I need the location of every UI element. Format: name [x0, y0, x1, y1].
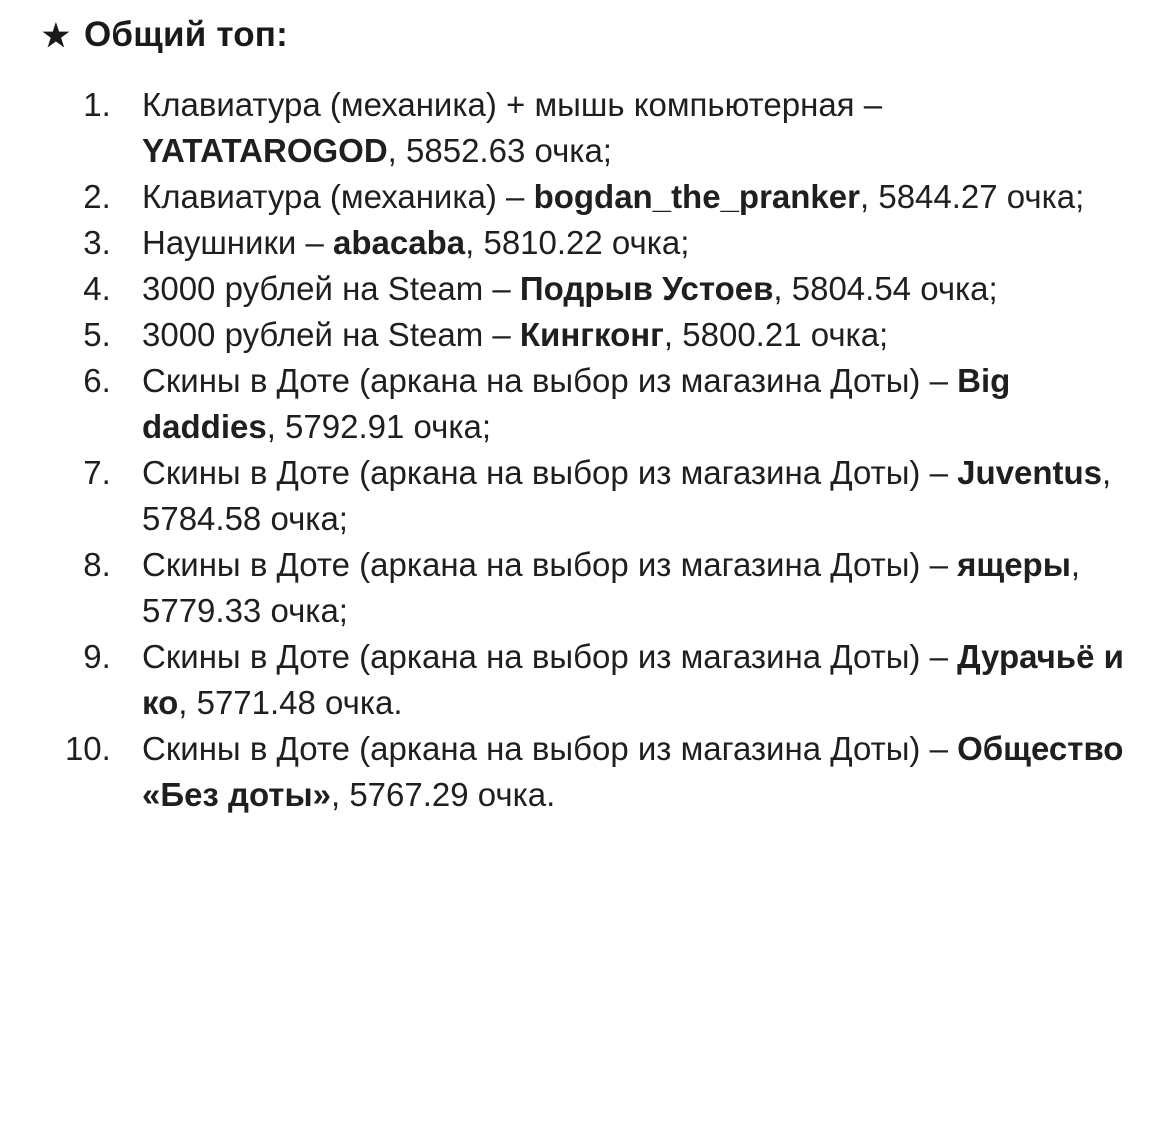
- dash-separator: –: [920, 546, 958, 583]
- list-item: [120, 220, 1142, 266]
- score-value: , 5784.58 очка;: [142, 454, 1112, 537]
- list-item: [120, 450, 1142, 542]
- dash-separator: –: [496, 178, 534, 215]
- winner-name: Big daddies: [142, 362, 1011, 445]
- list-item: [120, 82, 1142, 174]
- winner-name: abacaba: [333, 224, 466, 261]
- score-value: , 5771.48 очка.: [178, 684, 403, 721]
- score-value: , 5779.33 очка;: [142, 546, 1081, 629]
- dash-separator: –: [920, 454, 958, 491]
- winner-name: ящеры: [957, 546, 1071, 583]
- winner-name: Кингконг: [519, 316, 664, 353]
- star-icon: ★: [42, 17, 70, 53]
- winner-name: Дурачьё и ко: [142, 638, 1124, 721]
- list-item: [120, 542, 1142, 634]
- list-item: [120, 634, 1142, 726]
- prize-label: Наушники: [142, 224, 297, 261]
- score-value: , 5792.91 очка;: [266, 408, 491, 445]
- prize-label: Скины в Доте (аркана на выбор из магазина Доты): [142, 546, 921, 583]
- leaderboard-list: [34, 82, 1142, 818]
- dash-separator: –: [483, 270, 520, 307]
- winner-name: bogdan_the_pranker: [533, 178, 860, 215]
- list-item: [120, 726, 1142, 818]
- score-value: , 5767.29 очка.: [330, 776, 556, 813]
- page-title-text: Общий топ:: [84, 15, 288, 54]
- page-title: [42, 14, 1142, 56]
- winner-name: Подрыв Устоев: [519, 270, 774, 307]
- prize-label: Клавиатура (механика) + мышь компьютерная: [142, 86, 855, 123]
- list-item: [120, 312, 1142, 358]
- dash-separator: –: [483, 316, 520, 353]
- prize-label: Скины в Доте (аркана на выбор из магазина Доты): [142, 454, 921, 491]
- prize-label: Скины в Доте (аркана на выбор из магазина Доты): [142, 362, 921, 399]
- list-item: [120, 358, 1142, 450]
- score-value: , 5804.54 очка;: [773, 270, 998, 307]
- prize-label: Скины в Доте (аркана на выбор из магазина Доты): [142, 638, 921, 675]
- prize-label: Скины в Доте (аркана на выбор из магазина Доты): [142, 730, 921, 767]
- score-value: , 5810.22 очка;: [465, 224, 690, 261]
- dash-separator: –: [920, 362, 958, 399]
- prize-label: 3000 рублей на Steam: [142, 316, 484, 353]
- score-value: , 5844.27 очка;: [860, 178, 1085, 215]
- prize-label: Клавиатура (механика): [142, 178, 497, 215]
- dash-separator: –: [920, 638, 958, 675]
- dash-separator: –: [296, 224, 334, 261]
- dash-separator: –: [854, 86, 883, 123]
- winner-name: Juventus: [957, 454, 1102, 491]
- prize-label: 3000 рублей на Steam: [142, 270, 484, 307]
- list-item: [120, 266, 1142, 312]
- score-value: , 5800.21 очка;: [663, 316, 889, 353]
- dash-separator: –: [920, 730, 958, 767]
- winner-name: Общество «Без доты»: [142, 730, 1124, 813]
- score-value: , 5852.63 очка;: [387, 132, 612, 169]
- list-item: [120, 174, 1142, 220]
- winner-name: YATATAROGOD: [142, 132, 388, 169]
